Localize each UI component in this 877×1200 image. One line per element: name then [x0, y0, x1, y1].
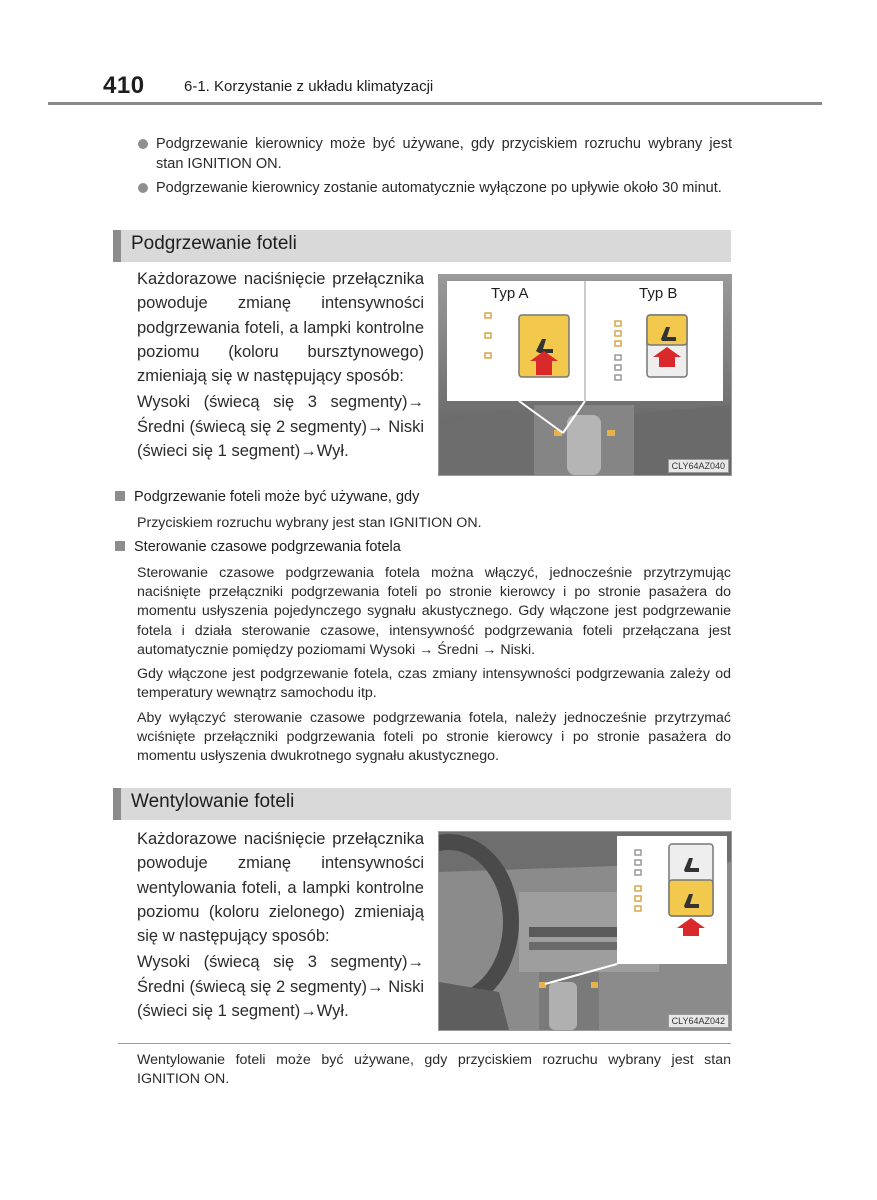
- section-bar-seat-heating: [113, 230, 731, 262]
- note-heading-text: Podgrzewanie foteli może być używane, gdy: [134, 489, 420, 505]
- body-text: Każdorazowe naciśnięcie przełącznika powoduje zmianę intensywności wentylowania foteli, a lampki kontrolne poziomu (koloru zielonego) zmieniają się w następujący sposób:: [137, 830, 424, 946]
- page-number: 410: [103, 72, 145, 99]
- type-a-label: Typ A: [491, 285, 529, 302]
- bullet-dot: [138, 139, 148, 149]
- note-heading: [115, 539, 401, 555]
- divider: [118, 1043, 731, 1044]
- console-illustration: [439, 275, 731, 475]
- levels-text: Wysoki (świecą się 3 segmenty)→ Średni (świecą się 2 segmenty)→ Niski (świeci się 1 segment)→Wył.: [137, 393, 424, 461]
- note-paragraph: Aby wyłączyć sterowanie czasowe podgrzewania fotela, należy jednocześnie przytrzymać wciśnięte przełączniki podgrzewania foteli po stronie kierowcy i po stronie pasażera do momentu usłyszenia dwukrotnego sygnału akustycznego.: [137, 710, 731, 765]
- bullet-item: [138, 178, 732, 198]
- section-bar-seat-ventilation: [113, 788, 731, 820]
- section-title: Podgrzewanie foteli: [131, 233, 297, 254]
- square-bullet: [115, 491, 125, 501]
- note-paragraph: Sterowanie czasowe podgrzewania fotela można włączyć, jednocześnie przytrzymując naciśnięte przełączniki podgrzewania foteli po stronie kierowcy i po stronie pasażera do momentu usłyszenia pojedynczego sygnału akustycznego. Gdy włączone jest podgrzewanie fotela i działa sterowanie czasowe, intensywność podgrzewania foteli przełączana jest automatycznie pomiędzy poziomami Wysoki → Średni → Niski.: [137, 565, 731, 658]
- seat-heating-body: [137, 267, 424, 463]
- dashboard-illustration: [439, 832, 731, 1030]
- bullet-text: Podgrzewanie kierownicy może być używane, gdy przyciskiem rozruchu wybrany jest stan IGNITION ON.: [156, 136, 732, 172]
- note-text: Przyciskiem rozruchu wybrany jest stan IGNITION ON.: [137, 515, 482, 531]
- note-text: Wentylowanie foteli może być używane, gdy przyciskiem rozruchu wybrany jest stan IGNITION ON.: [137, 1052, 731, 1088]
- figure-code: CLY64AZ040: [668, 459, 729, 473]
- bullet-dot: [138, 183, 148, 193]
- seat-ventilation-body: [137, 827, 424, 1023]
- type-b-label: Typ B: [639, 285, 678, 302]
- chapter-title: 6-1. Korzystanie z układu klimatyzacji: [184, 78, 434, 95]
- header-rule: [48, 102, 822, 105]
- note-paragraph: Gdy włączone jest podgrzewanie fotela, czas zmiany intensywności podgrzewania zależy od temperatury wewnątrz samochodu itp.: [137, 666, 731, 702]
- section-title: Wentylowanie foteli: [131, 791, 295, 812]
- seat-heating-figure: [438, 274, 732, 476]
- bullet-text: Podgrzewanie kierownicy zostanie automatycznie wyłączone po upływie około 30 minut.: [156, 180, 722, 196]
- figure-code: CLY64AZ042: [668, 1014, 729, 1028]
- square-bullet: [115, 541, 125, 551]
- body-text: Każdorazowe naciśnięcie przełącznika powoduje zmianę intensywności podgrzewania foteli, a lampki kontrolne poziomu (koloru bursztynowego) zmieniają się w następujący sposób:: [137, 270, 424, 386]
- bullet-item: [138, 134, 732, 174]
- note-heading-text: Sterowanie czasowe podgrzewania fotela: [134, 539, 401, 555]
- note-heading: [115, 489, 419, 505]
- seat-ventilation-figure: [438, 831, 732, 1031]
- levels-text: Wysoki (świecą się 3 segmenty)→ Średni (świecą się 2 segmenty)→ Niski (świeci się 1 segment)→Wył.: [137, 953, 424, 1021]
